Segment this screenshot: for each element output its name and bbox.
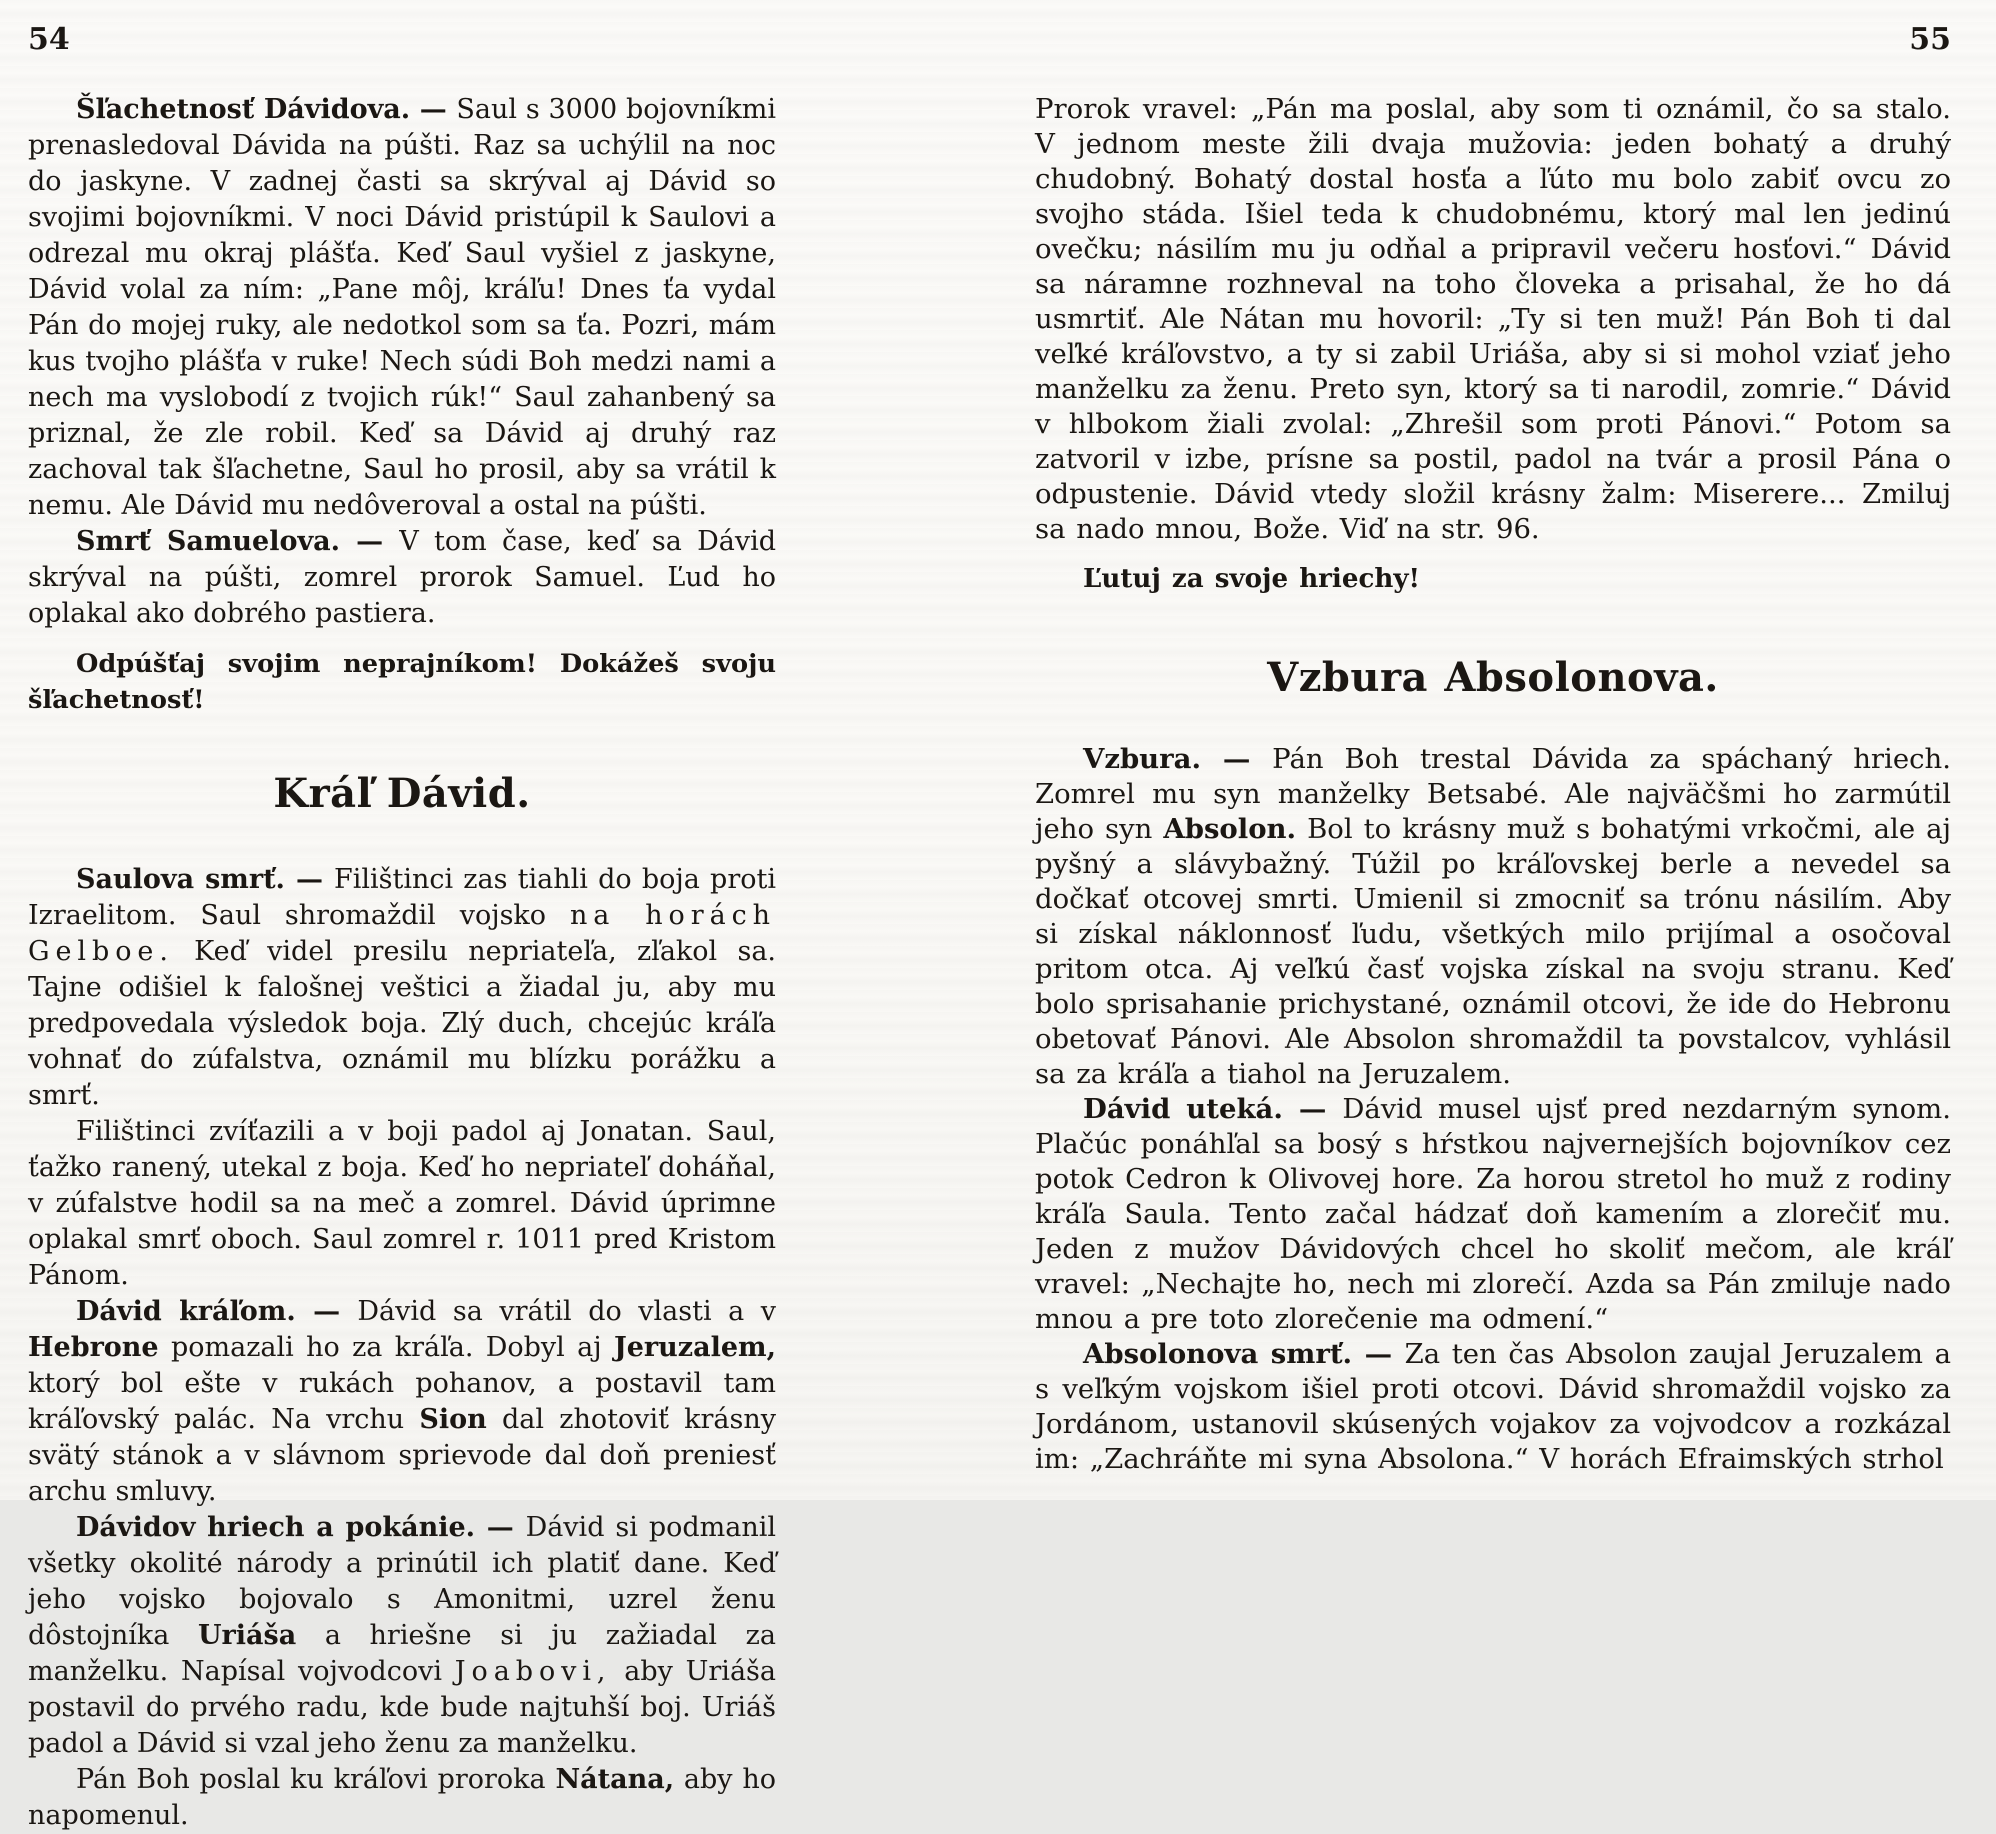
text-segment: Za ten čas Absolon zaujal Jeruzalem a s veľkým vojskom išiel proti otcovi. Dávid shromaždil vojsko za Jordánom, ustanovil skúsených vojakov za vojvodcov a rozkázal im: „Zachráňte mi syna Absolona.“ V horách Efraimských strhol	[1035, 1338, 1951, 1475]
paragraph-lead: Dávidov hriech a pokánie. —	[76, 1512, 526, 1543]
paragraph-david-kralom	[28, 1294, 776, 1510]
section-heading-vzbura-absolonova: Vzbura Absolonova.	[1267, 654, 1719, 701]
emphasis-person-name: Nátana,	[555, 1764, 675, 1795]
text-segment: Dávid musel ujsť pred nezdarným synom. Plačúc ponáhľal sa bosý s hŕstkou najvernejších bojovníkov cez potok Cedron k Olivovej hore. Za horou stretol ho muž z rodiny kráľa Saula. Tento začal hádzať doň kamením a zlorečiť mu. Jeden z mužov Dávidových chcel ho skoliť mečom, ale kráľ vravel: „Nechajte ho, nech mi zlorečí. Azda sa Pán zmiluje nado mnou a pre toto zlorečenie ma odmení.“	[1035, 1093, 1951, 1335]
text-segment: aby Uriáša postavil do prvého radu, kde bude najtuhší boj. Uriáš padol a Dávid si vzal jeho ženu za manželku.	[28, 1656, 776, 1759]
emphasis-place-name: Sion	[419, 1404, 487, 1435]
paragraph-lead: Smrť Samuelova. —	[76, 526, 400, 557]
emphasis-place-name: Hebrone	[28, 1332, 159, 1363]
page-number-left: 54	[28, 22, 70, 57]
paragraph-lead: Dávid uteká. —	[1083, 1093, 1343, 1125]
paragraph-saulova-smrt	[28, 862, 776, 1114]
text-segment: Pán Boh poslal ku kráľovi proroka	[76, 1764, 556, 1795]
paragraph-pan-boh-poslal	[28, 1762, 776, 1834]
text-segment: Dávid sa vrátil do vlasti a v	[357, 1296, 776, 1327]
exhortation-line: Ľutuj za svoje hriechy!	[1083, 563, 1420, 594]
paragraph-david-uteka	[1035, 1092, 1951, 1337]
paragraph-lead: Šľachetnosť Dávidova. —	[76, 94, 457, 125]
text-segment: Bol to krásny muž s bohatými vrkočmi, ale aj pyšný a slávybažný. Túžil po kráľovskej berle a nevedel sa dočkať otcovej smrti. Umienil si zmocniť sa trónu násilím. Aby si získal náklonnosť ľudu, všetkých milo prijímal a osočoval pritom otca. Aj veľkú časť vojska získal na svoju stranu. Keď bolo sprisahanie prichystané, oznámil otcovi, že ide do Hebronu obetovať Pánovi. Ale Absolon shromaždil ta povstalcov, vyhlásil sa za kráľa a tiahol na Jeruzalem.	[1035, 813, 1951, 1090]
spaced-person-name: Joabovi,	[454, 1656, 612, 1687]
page-54	[28, 24, 776, 1834]
emphasis-place-name: Jeruzalem,	[613, 1332, 776, 1363]
section-heading-kral-david: Kráľ Dávid.	[273, 770, 531, 817]
text-segment: Saul s 3000 bojovníkmi prenasledoval Dávida na púšti. Raz sa uchýlil na noc do jaskyne. V zadnej časti sa skrýval aj Dávid so svojimi bojovníkmi. V noci Dávid pristúpil k Saulovi a odrezal mu okraj plášťa. Keď Saul vyšiel z jaskyne, Dávid volal za ním: „Pane môj, kráľu! Dnes ťa vydal Pán do mojej ruky, ale nedotkol som sa ťa. Pozri, mám kus tvojho plášťa v ruke! Nech súdi Boh medzi nami a nech ma vyslobodí z tvojich rúk!“ Saul zahanbený sa priznal, že zle robil. Keď sa Dávid aj druhý raz zachoval tak šľachetne, Saul ho prosil, aby sa vrátil k nemu. Ale Dávid mu nedôveroval a ostal na púšti.	[28, 94, 777, 521]
text-segment: Dávid si podmanil všetky okolité národy a prinútil ich platiť dane. Keď jeho vojsko bojovalo s Amonitmi, uzrel ženu dôstojníka	[28, 1512, 777, 1651]
paragraph-vzbura	[1035, 742, 1951, 1092]
text-segment: dal zhotoviť krásny svätý stánok a v slávnom sprievode dal doň preniesť archu smluvy.	[28, 1404, 776, 1507]
paragraph-filistinci-zvitazili	[28, 1114, 776, 1294]
paragraph-lead: Saulova smrť. —	[76, 864, 334, 895]
text-segment: Keď videl presilu nepriateľa, zľakol sa. Tajne odišiel k falošnej veštici a žiadal ju, aby mu predpovedala výsledok boja. Zlý duch, chcejúc kráľa vohnať do zúfalstva, oznámil mu blízku porážku a smrť.	[28, 936, 776, 1111]
spaced-place-name: na horách Gelboe.	[28, 900, 776, 967]
paragraph-lead: Absolonova smrť. —	[1083, 1338, 1405, 1370]
paragraph-lead: Dávid kráľom. —	[76, 1296, 358, 1327]
paragraph-smrt-samuelova	[28, 524, 776, 632]
emphasis-person-name: Absolon.	[1163, 813, 1297, 845]
text-segment: Pán Boh trestal Dávida za spáchaný hriech. Zomrel mu syn manželky Betsabé. Ale najväčšmi ho zarmútil jeho syn	[1035, 743, 1951, 845]
paragraph-absolonova-smrt	[1035, 1337, 1951, 1477]
text-column-left	[28, 92, 776, 1834]
paragraph-slachetnost-davidova	[28, 92, 776, 524]
text-segment: V tom čase, keď sa Dávid skrýval na púšti, zomrel prorok Samuel. Ľud ho oplakal ako dobrého pastiera.	[28, 526, 777, 629]
text-segment: pomazali ho za kráľa. Dobyl aj	[158, 1332, 614, 1363]
text-column-right	[1035, 92, 1951, 1477]
paragraph-davidov-hriech	[28, 1510, 776, 1762]
page-55	[1035, 24, 1951, 1477]
text-segment: a hriešne si ju zažiadal za manželku. Napísal vojvodcovi	[28, 1620, 776, 1687]
text-segment: Filištinci zas tiahli do boja proti Izraelitom. Saul shromaždil vojsko	[28, 864, 776, 931]
paragraph-prorok-vravel	[1035, 92, 1951, 547]
text-segment: Prorok vravel: „Pán ma poslal, aby som ti oznámil, čo sa stalo. V jednom meste žili dvaja mužovia: jeden bohatý a druhý chudobný. Bohatý dostal hosťa a ľúto mu bolo zabiť ovcu zo svojho stáda. Išiel teda k chudobnému, ktorý mal len jedinú ovečku; násilím mu ju odňal a pripravil večeru hosťovi.“ Dávid sa náramne rozhneval na toho človeka a prisahal, že ho dá usmrtiť. Ale Nátan mu hovoril: „Ty si ten muž! Pán Boh ti dal veľké kráľovstvo, a ty si zabil Uriáša, aby si si mohol vziať jeho manželku za ženu. Preto syn, ktorý sa ti narodil, zomrie.“ Dávid v hlbokom žiali zvolal: „Zhrešil som proti Pánovi.“ Potom sa zatvoril v izbe, prísne sa postil, padol na tvár a prosil Pána o odpustenie. Dávid vtedy složil krásny žalm: Miserere... Zmiluj sa nado mnou, Bože. Viď na str. 96.	[1035, 93, 1951, 545]
text-segment: aby ho napomenul.	[28, 1764, 776, 1831]
text-segment: Filištinci zvíťazili a v boji padol aj Jonatan. Saul, ťažko ranený, utekal z boja. Keď ho nepriateľ doháňal, v zúfalstve hodil sa na meč a zomrel. Dávid úprimne oplakal smrť oboch. Saul zomrel r. 1011 pred Kristom Pánom.	[28, 1116, 776, 1291]
text-segment: ktorý bol ešte v rukách pohanov, a postavil tam kráľovský palác. Na vrchu	[28, 1368, 776, 1435]
exhortation-line: Odpúšťaj svojim neprajníkom! Dokážeš svoju šľachetnosť!	[28, 649, 776, 715]
emphasis-person-name: Uriáša	[197, 1620, 297, 1651]
paragraph-lead: Vzbura. —	[1083, 743, 1273, 775]
page-number-right: 55	[1909, 22, 1951, 57]
